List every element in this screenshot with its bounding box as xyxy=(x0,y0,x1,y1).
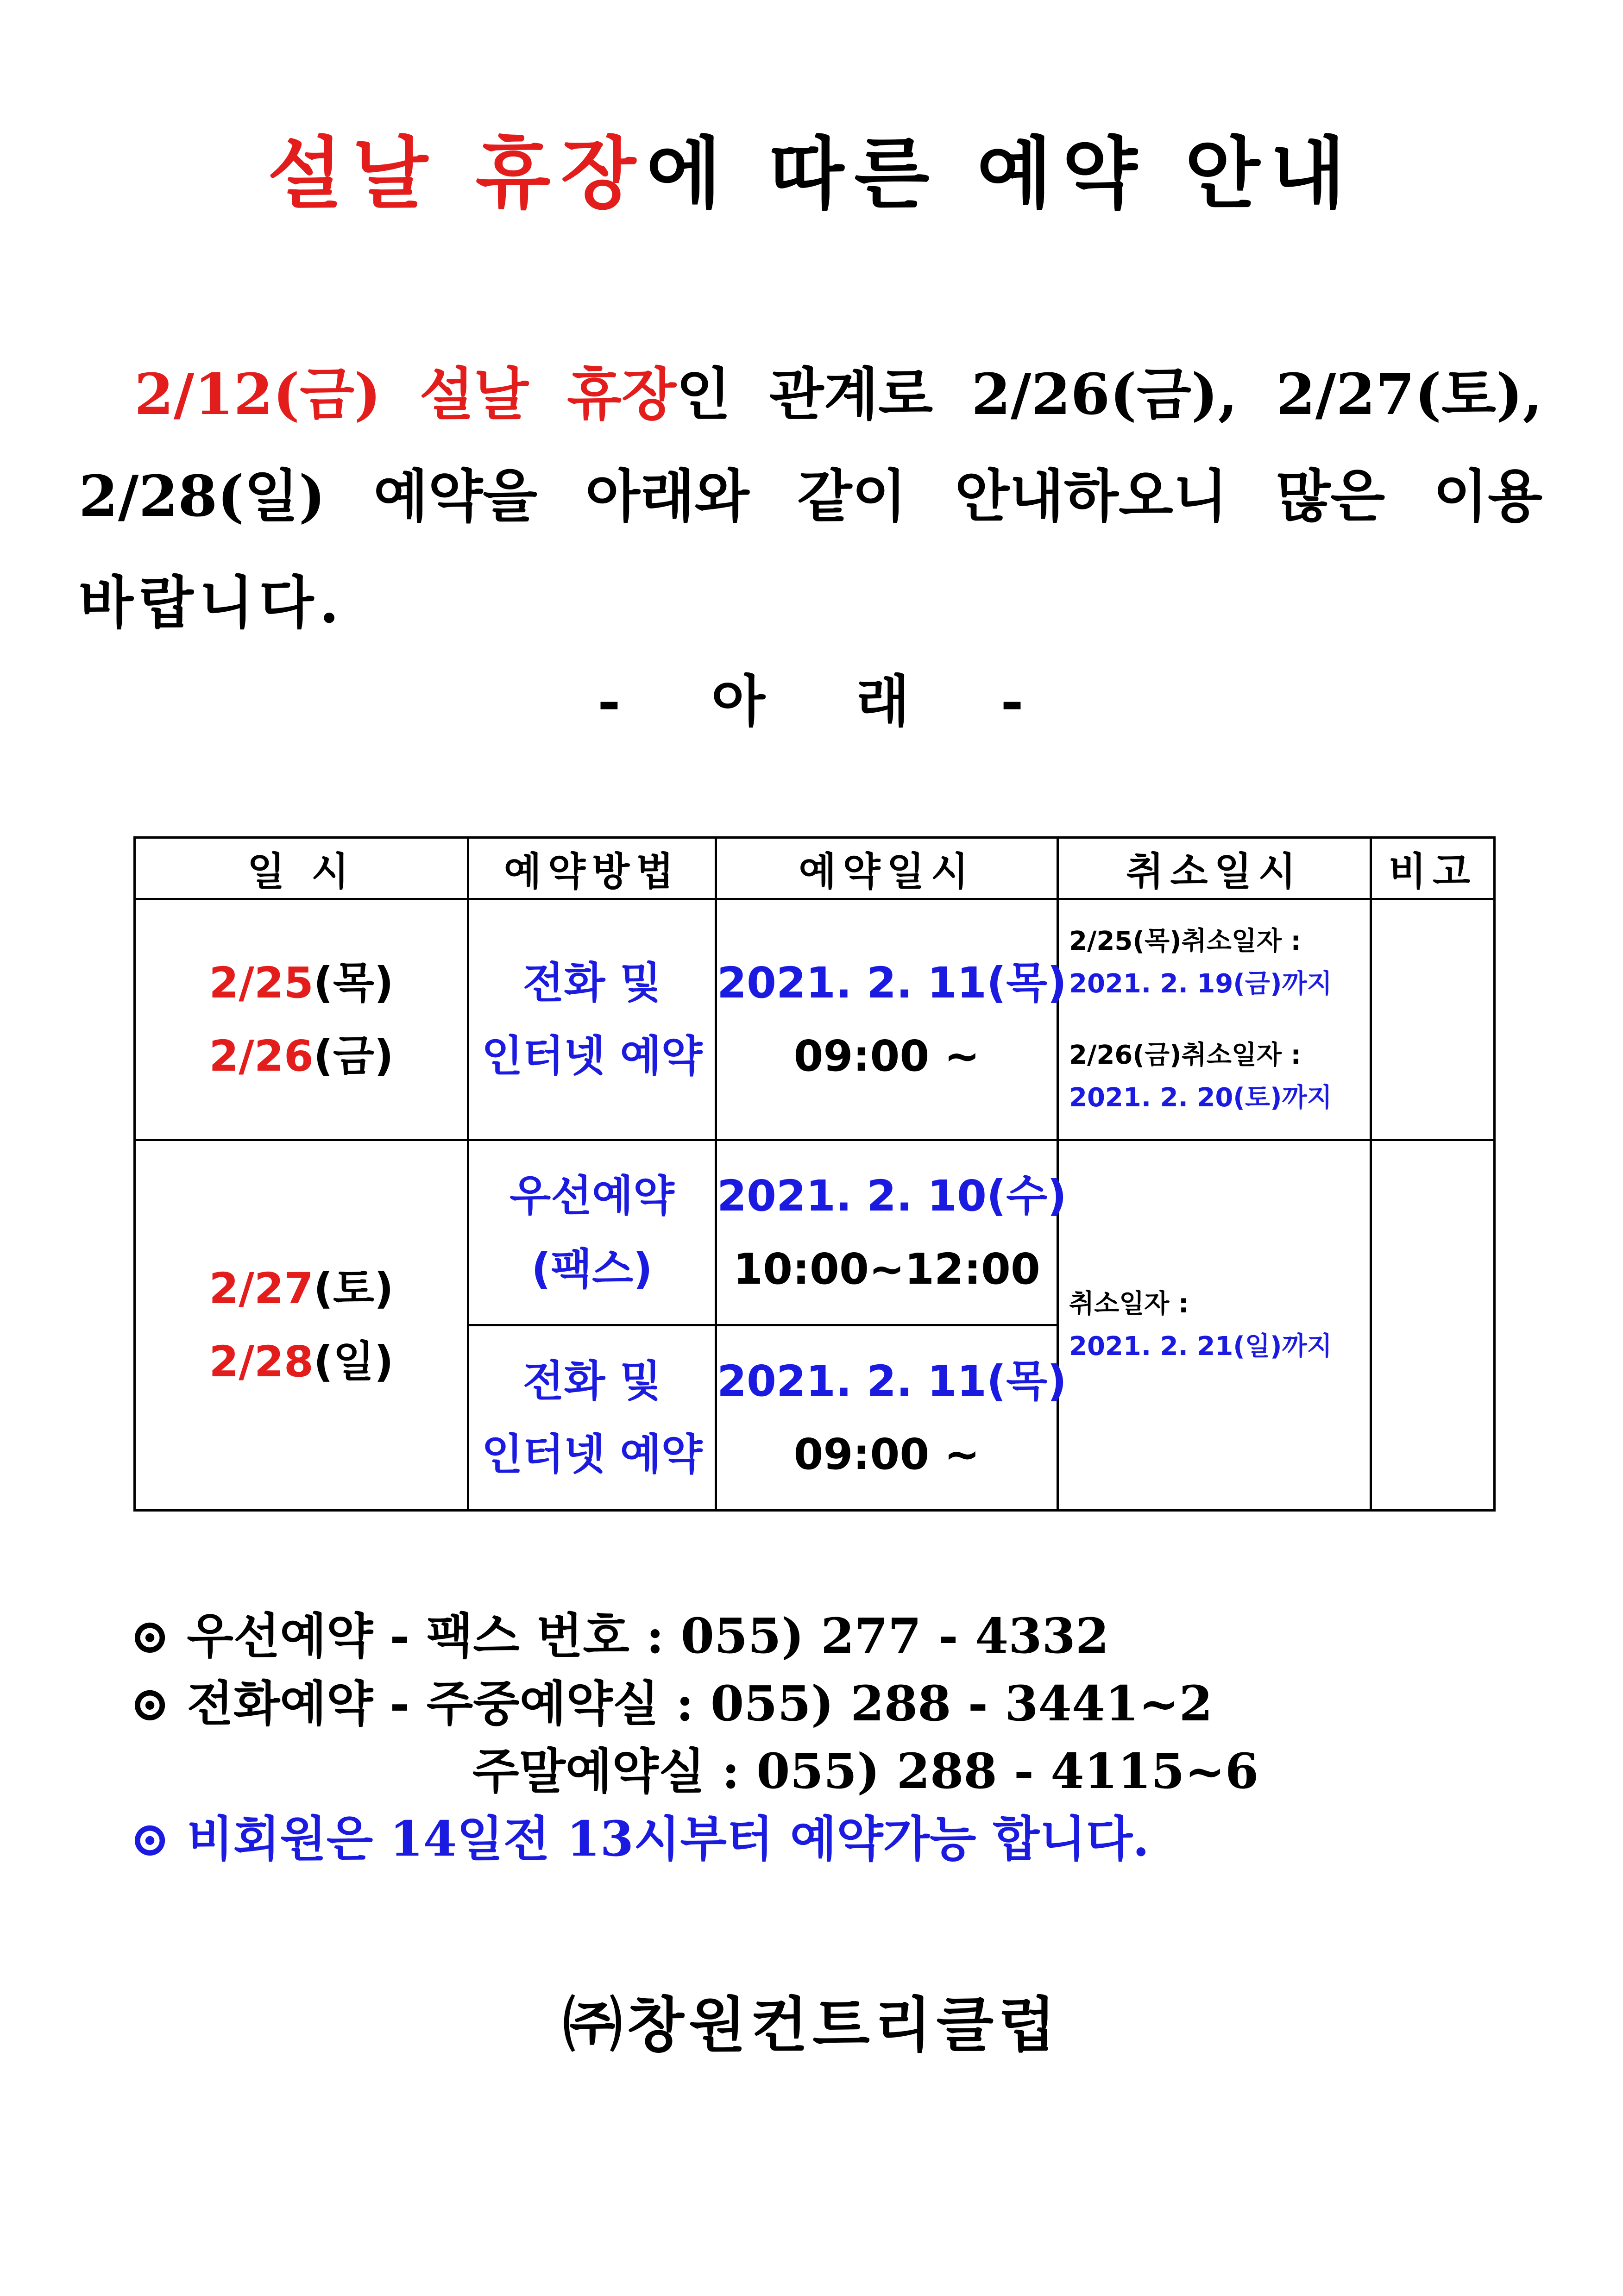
resv-time: 09:00 ~ xyxy=(793,1031,980,1081)
header-cancel-date: 취소일시 xyxy=(1058,838,1371,899)
note-cell xyxy=(1371,1140,1495,1511)
section-heading-below xyxy=(598,669,1024,734)
cancel-label: 취소일자 : xyxy=(1069,1288,1189,1319)
method-cell xyxy=(468,1140,716,1325)
intro-word: 많은 xyxy=(1276,463,1385,529)
page-title xyxy=(0,127,1623,219)
table-row xyxy=(135,1140,1495,1325)
resv-time: 09:00 ~ xyxy=(793,1429,980,1479)
cancel-deadline: 2021. 2. 20(토)까지 xyxy=(1069,1082,1332,1113)
date-number: 2/25 xyxy=(209,958,314,1008)
intro-line-1 xyxy=(134,361,1542,427)
note-phone-weekday xyxy=(130,1670,1258,1738)
date-number: 2/28 xyxy=(209,1336,314,1386)
play-date xyxy=(136,947,467,1020)
header-resv-date: 예약일시 xyxy=(716,838,1058,899)
resv-date-cell xyxy=(716,1140,1067,1325)
method-cell xyxy=(468,899,716,1140)
resv-date-cell xyxy=(716,899,1067,1140)
cancel-cell xyxy=(1058,899,1371,1140)
cancel-label: 2/25(목)취소일자 : xyxy=(1069,926,1301,956)
title-rest: 에 따른 예약 안내 xyxy=(646,127,1356,219)
method-line: 인터넷 예약 xyxy=(481,1429,703,1479)
note-phone-weekend xyxy=(130,1738,1258,1805)
intro-line-2 xyxy=(79,463,1542,529)
intro-word-in: 인 xyxy=(676,361,731,427)
intro-holiday-phrase xyxy=(567,361,731,427)
method-line: 우선예약 xyxy=(510,1171,674,1221)
bullet-icon: ⊙ xyxy=(130,1810,170,1867)
cancel-deadline: 2021. 2. 21(일)까지 xyxy=(1069,1331,1332,1361)
intro-word: 아래와 xyxy=(585,463,749,529)
note-text: 전화예약 - 주중예약실 : 055) 288 - 3441~2 xyxy=(187,1675,1213,1732)
play-date xyxy=(136,1325,467,1399)
header-method: 예약방법 xyxy=(468,838,716,899)
method-line: 인터넷 예약 xyxy=(481,1031,703,1081)
note-text: 비회원은 14일전 13시부터 예약가능 합니다. xyxy=(187,1810,1150,1867)
cancel-cell xyxy=(1058,1140,1371,1511)
note-cell xyxy=(1371,899,1495,1140)
method-line: 전화 및 xyxy=(522,958,661,1008)
cancel-label: 2/26(금)취소일자 : xyxy=(1069,1040,1301,1070)
day-of-week: (일) xyxy=(313,1336,394,1386)
table-row xyxy=(135,899,1495,1140)
date-number: 2/26 xyxy=(209,1031,314,1081)
intro-date-227: 2/27(토), xyxy=(1276,361,1542,427)
note-text: 주말예약실 : 055) 288 - 4115~6 xyxy=(472,1743,1259,1800)
intro-word: 2/28(일) xyxy=(79,463,326,529)
dash-left: - xyxy=(598,669,621,734)
method-line: (팩스) xyxy=(531,1244,653,1294)
heading-char-rae: 래 xyxy=(856,669,910,734)
intro-word-seollal: 설날 xyxy=(419,361,529,427)
table-header-row xyxy=(135,838,1495,899)
cancel-deadline: 2021. 2. 19(금)까지 xyxy=(1069,968,1332,999)
company-name: ㈜창원컨트리클럽 xyxy=(563,1991,1060,2060)
method-cell xyxy=(468,1325,716,1511)
note-fax xyxy=(130,1602,1258,1670)
note-nonmember xyxy=(130,1805,1258,1873)
resv-date: 2021. 2. 11(목) xyxy=(717,1356,1067,1406)
resv-date: 2021. 2. 11(목) xyxy=(717,958,1067,1008)
bullet-icon: ⊙ xyxy=(130,1675,170,1732)
note-text: 우선예약 - 팩스 번호 : 055) 277 - 4332 xyxy=(187,1607,1109,1664)
header-date: 일 시 xyxy=(135,838,468,899)
intro-word: 안내하오니 xyxy=(955,463,1228,529)
play-date xyxy=(136,1020,467,1093)
bullet-icon: ⊙ xyxy=(130,1607,170,1664)
dash-right: - xyxy=(1000,669,1024,734)
intro-date-226: 2/26(금), xyxy=(971,361,1238,427)
intro-word-gwangyero: 관계로 xyxy=(769,361,933,427)
header-note: 비고 xyxy=(1371,838,1495,899)
intro-word: 이용 xyxy=(1433,463,1542,529)
contact-notes xyxy=(130,1602,1258,1873)
intro-word: 같이 xyxy=(797,463,907,529)
heading-char-a: 아 xyxy=(711,669,765,734)
title-highlight: 설날 휴장 xyxy=(267,127,647,219)
intro-word-hyujang: 휴장 xyxy=(567,361,676,427)
day-of-week: (금) xyxy=(313,1031,394,1081)
day-of-week: (목) xyxy=(313,958,394,1008)
date-number: 2/27 xyxy=(209,1263,314,1313)
reservation-table xyxy=(133,836,1496,1512)
date-cell xyxy=(135,1140,468,1511)
day-of-week: (토) xyxy=(313,1263,394,1313)
play-date xyxy=(136,1252,467,1325)
date-cell xyxy=(135,899,468,1140)
resv-time: 10:00~12:00 xyxy=(733,1244,1040,1294)
resv-date: 2021. 2. 10(수) xyxy=(717,1171,1067,1221)
intro-date-holiday: 2/12(금) xyxy=(134,361,381,427)
intro-line-3: 바랍니다. xyxy=(79,569,345,636)
resv-date-cell xyxy=(716,1325,1067,1511)
intro-word: 예약을 xyxy=(373,463,538,529)
method-line: 전화 및 xyxy=(522,1356,661,1406)
